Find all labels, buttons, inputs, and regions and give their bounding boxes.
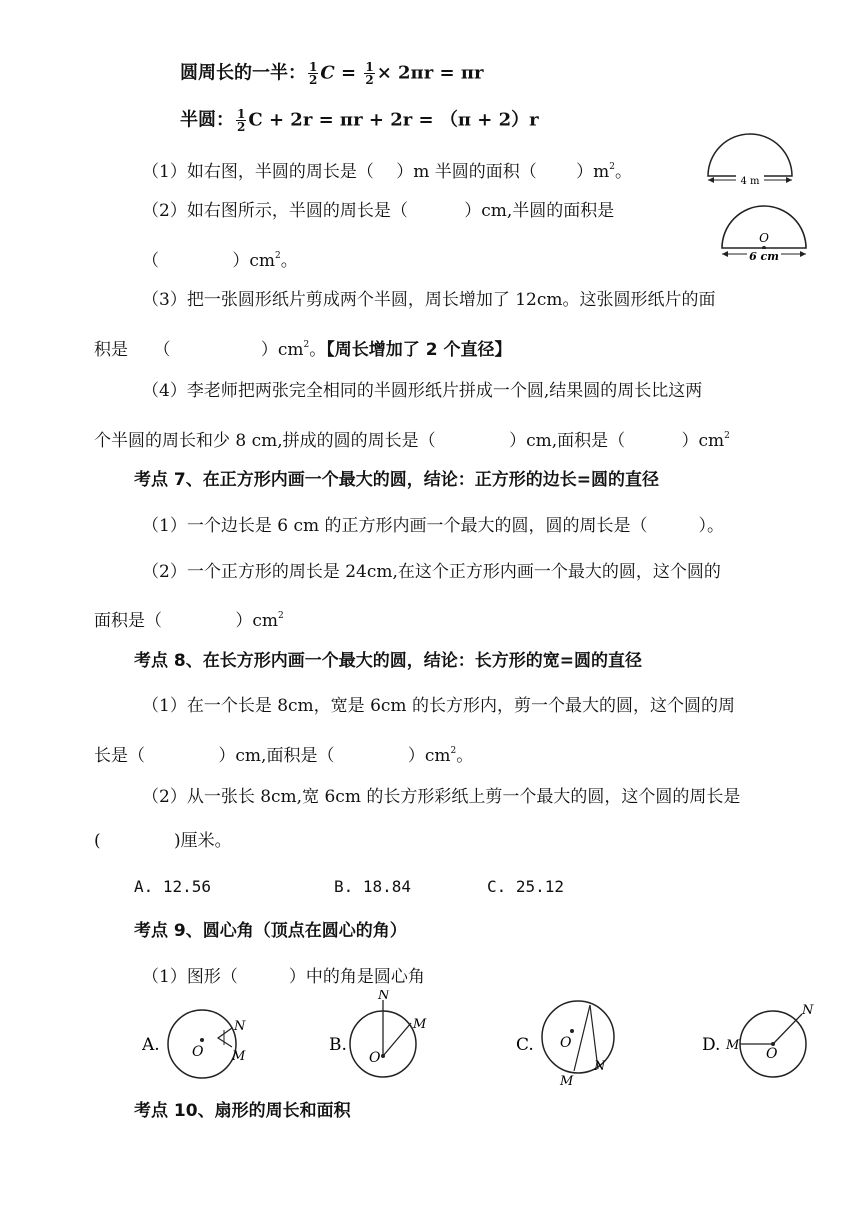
section-title-k8: 考点 8、在长方形内画一个最大的圆，结论：长方形的宽=圆的直径: [134, 651, 642, 671]
k8-question-1: （1）在一个长是 8cm，宽是 6cm 的长方形内，剪一个最大的圆，这个圆的周: [142, 696, 735, 716]
fraction: $\frac{1}{2}$: [365, 60, 374, 87]
hint-text: 【周长增加了 2 个直径】: [326, 340, 512, 360]
circle-figure-b: [325, 990, 445, 1090]
fraction: $\frac{1}{2}$: [237, 107, 246, 134]
option-a: A. 12.56: [134, 877, 212, 896]
svg-text:N: N: [378, 990, 390, 1003]
semicircle-4m-diagram: [700, 118, 800, 188]
k7-question-2-cont: 面积是（ ）$cm^2$: [94, 611, 284, 631]
section-title-k10: 考点 10、扇形的周长和面积: [134, 1101, 351, 1121]
svg-text:M: M: [232, 1049, 246, 1064]
question-4: （4）李老师把两张完全相同的半圆形纸片拼成一个圆,结果圆的周长比这两: [142, 381, 703, 401]
k9-question-1: （1）图形（ ）中的角是圆心角: [142, 967, 425, 987]
k7-question-1: （1）一个边长是 6 cm 的正方形内画一个最大的圆，圆的周长是（ ）。: [142, 516, 724, 536]
question-1: （1）如右图，半圆的周长是（ ）m 半圆的面积（ ）$m^2$。: [142, 162, 633, 182]
circle-figure-a: [138, 1000, 258, 1090]
svg-text:D.: D.: [702, 1035, 721, 1055]
option-c: C. 25.12: [487, 877, 565, 896]
formula-half-circumference: 圆周长的一半： $\frac{1}{2}$ C = $\frac{1}{2}$ × 2πr = πr: [180, 60, 484, 87]
svg-text:O: O: [192, 1044, 204, 1060]
svg-text:N: N: [594, 1059, 606, 1074]
circle-figure-d: [698, 1000, 823, 1090]
svg-text:N: N: [234, 1019, 246, 1034]
circle-figure-c: [512, 995, 632, 1090]
question-3-cont: 积是 （ ）$cm^2$。【周长增加了 2 个直径】: [94, 340, 512, 360]
k8-question-2: （2）从一张长 8cm,宽 6cm 的长方形彩纸上剪一个最大的圆，这个圆的周长是: [142, 787, 741, 807]
question-4-cont: 个半圆的周长和少 8 cm,拼成的圆的周长是（ ）cm,面积是（ ）$cm^2$: [94, 431, 730, 451]
fraction: $\frac{1}{2}$: [309, 60, 318, 87]
semicircle-6cm-diagram: [714, 196, 814, 266]
svg-text:O: O: [560, 1035, 572, 1051]
svg-text:M: M: [560, 1074, 574, 1089]
question-2-cont: （ ）$cm^2$。: [142, 251, 298, 271]
svg-text:O: O: [369, 1050, 381, 1066]
formula-label: 圆周长的一半：: [180, 62, 306, 84]
diagram-label: 4 m: [740, 176, 760, 187]
k8-question-2-cont: ( )厘米。: [94, 831, 232, 851]
question-2: （2）如右图所示，半圆的周长是（ ）cm,半圆的面积是: [142, 201, 615, 221]
svg-text:B.: B.: [329, 1035, 347, 1055]
question-3: （3）把一张圆形纸片剪成两个半圆，周长增加了 12cm。这张圆形纸片的面: [142, 290, 716, 310]
k8-question-1-cont: 长是（ ）cm,面积是（ ）$cm^2$。: [94, 746, 474, 766]
svg-text:O: O: [766, 1046, 778, 1062]
section-title-k9: 考点 9、圆心角（顶点在圆心的角）: [134, 921, 407, 941]
svg-text:M: M: [413, 1017, 427, 1032]
section-title-k7: 考点 7、在正方形内画一个最大的圆，结论：正方形的边长=圆的直径: [134, 470, 659, 490]
option-b: B. 18.84: [334, 877, 412, 896]
diagram-label: 6 cm: [749, 250, 779, 263]
center-label: O: [759, 231, 769, 245]
svg-text:A.: A.: [142, 1035, 160, 1055]
formula-label: 半圆：: [180, 109, 234, 131]
formula-semicircle: 半圆： $\frac{1}{2}$ C + 2r = πr + 2r = （π + 2）r: [180, 107, 539, 134]
svg-text:N: N: [802, 1003, 814, 1018]
k7-question-2: （2）一个正方形的周长是 24cm,在这个正方形内画一个最大的圆，这个圆的: [142, 562, 721, 582]
svg-text:C.: C.: [516, 1035, 534, 1055]
svg-text:M: M: [726, 1038, 740, 1053]
